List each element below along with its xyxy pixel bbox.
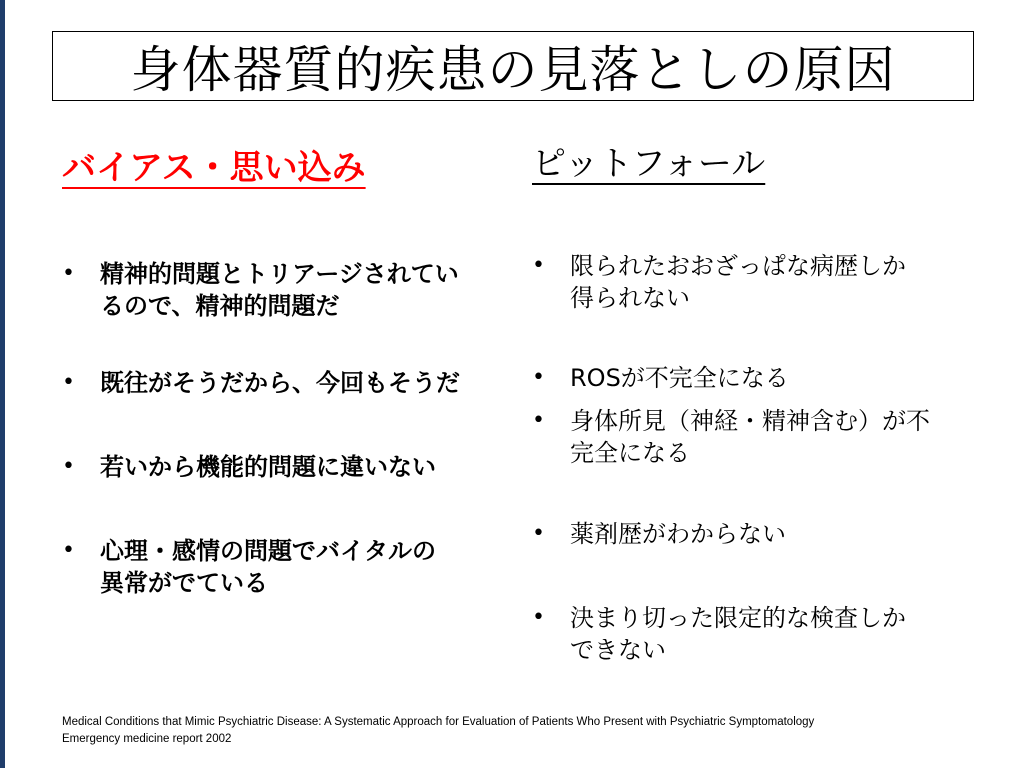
bullet-icon: • xyxy=(532,408,545,433)
bullet-text-line: 得られない xyxy=(570,284,690,312)
right-bullet-item xyxy=(532,405,930,469)
bullet-text-line: 既往がそうだから、今回もそうだ xyxy=(100,369,460,397)
bullet-icon: • xyxy=(62,370,75,395)
bullet-text-line: 異常がでている xyxy=(100,569,268,597)
left-bullet-item xyxy=(62,535,436,599)
bullet-icon: • xyxy=(532,605,545,630)
left-bullet-item xyxy=(62,451,436,483)
bullet-icon: • xyxy=(532,365,545,390)
bullet-text-line: 完全になる xyxy=(570,439,690,467)
bullet-text-line: 決まり切った限定的な検査しか xyxy=(570,604,906,632)
bullet-text-line: 精神的問題とトリアージされてい xyxy=(100,260,459,288)
right-bullet-item xyxy=(532,602,906,666)
bullet-text-line: 身体所見（神経・精神含む）が不 xyxy=(570,407,930,435)
bullet-icon: • xyxy=(62,261,75,286)
bullet-text-line: 薬剤歴がわからない xyxy=(570,520,786,548)
bullet-icon: • xyxy=(62,538,75,563)
right-bullet-item xyxy=(532,362,789,394)
slide-title: 身体器質的疾患の見落としの原因 xyxy=(130,41,896,99)
bullet-icon: • xyxy=(62,454,75,479)
right-bullet-item xyxy=(532,250,906,314)
left-bullet-item xyxy=(62,367,460,399)
bullet-icon: • xyxy=(532,521,545,546)
title-box xyxy=(52,31,974,101)
left-bullet-item xyxy=(62,258,459,322)
bullet-text-line: 心理・感情の問題でバイタルの xyxy=(100,537,436,565)
citation xyxy=(62,714,814,748)
citation-line: Emergency medicine report 2002 xyxy=(62,733,232,745)
bullet-text-line: るので、精神的問題だ xyxy=(100,292,340,320)
bullet-icon: • xyxy=(532,253,545,278)
right-bullet-item xyxy=(532,518,786,550)
right-column-heading: ピットフォール xyxy=(532,144,766,184)
slide-left-border xyxy=(0,0,5,768)
citation-line: Medical Conditions that Mimic Psychiatric Disease: A Systematic Approach for Evaluation of Patients Who Present with Psychiatric Symptomatology xyxy=(62,716,815,728)
bullet-text-line: できない xyxy=(570,636,666,664)
bullet-text-line: ROSが不完全になる xyxy=(570,364,789,392)
left-column-heading: バイアス・思い込み xyxy=(62,148,366,188)
bullet-text-line: 若いから機能的問題に違いない xyxy=(100,453,436,481)
bullet-text-line: 限られたおおざっぱな病歴しか xyxy=(570,252,906,280)
